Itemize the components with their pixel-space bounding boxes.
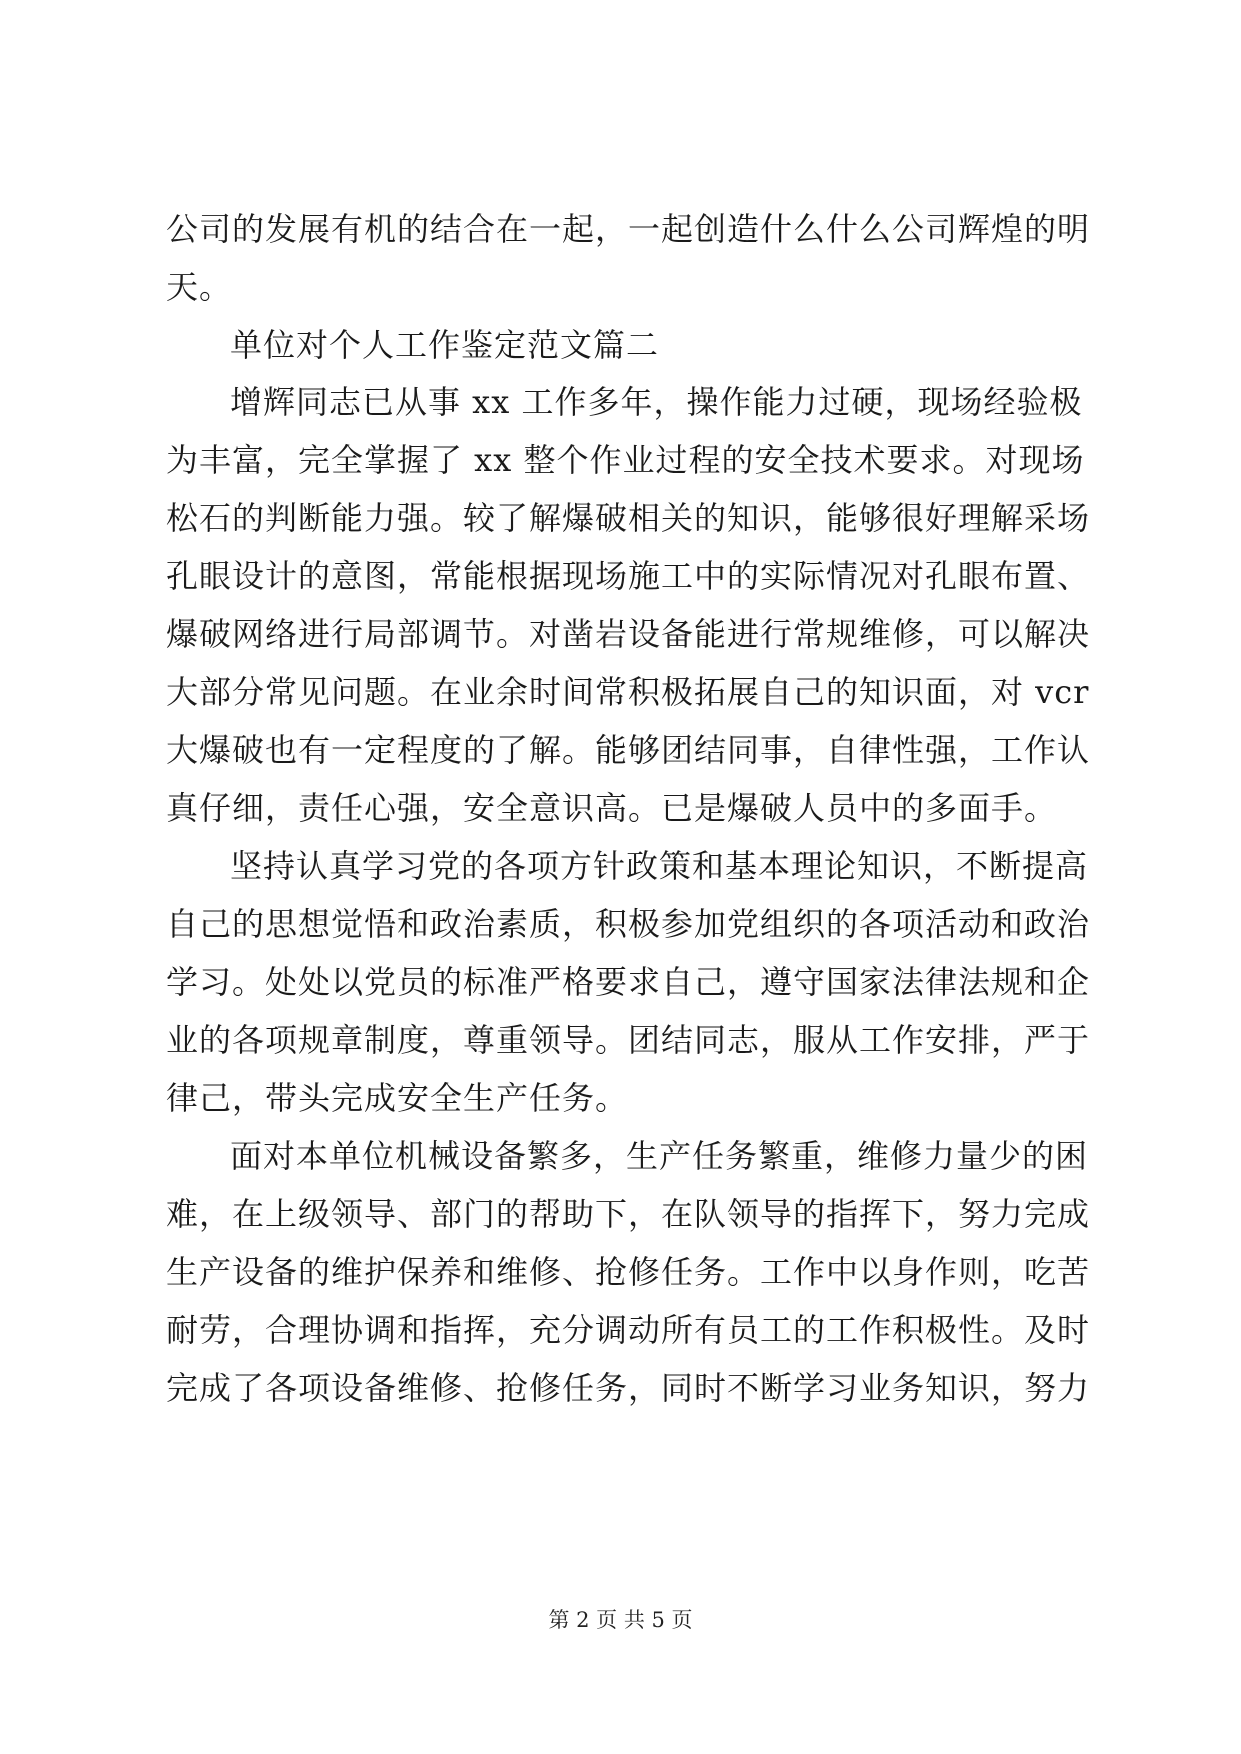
text-line: 孔眼设计的意图，常能根据现场施工中的实际情况对孔眼布置、 xyxy=(166,557,1091,595)
text-line: 律己，带头完成安全生产任务。 xyxy=(166,1079,629,1117)
text-line: 面对本单位机械设备繁多，生产任务繁重，维修力量少的困 xyxy=(230,1137,1089,1175)
text-line: 耐劳，合理协调和指挥，充分调动所有员工的工作积极性。及时 xyxy=(166,1311,1091,1349)
text-line: 真仔细，责任心强，安全意识高。已是爆破人员中的多面手。 xyxy=(166,789,1058,827)
text-line: 学习。处处以党员的标准严格要求自己，遵守国家法律法规和企 xyxy=(166,963,1091,1001)
text-line: 自己的思想觉悟和政治素质，积极参加党组织的各项活动和政治 xyxy=(166,905,1091,943)
text-line: 大部分常见问题。在业余时间常积极拓展自己的知识面，对 vcr xyxy=(166,673,1090,711)
text-line: 爆破网络进行局部调节。对凿岩设备能进行常规维修，可以解决 xyxy=(166,615,1091,653)
text-line: 松石的判断能力强。较了解爆破相关的知识，能够很好理解采场 xyxy=(166,499,1091,537)
text-line: 坚持认真学习党的各项方针政策和基本理论知识，不断提高 xyxy=(230,847,1089,885)
text-line: 增辉同志已从事 xx 工作多年，操作能力过硬，现场经验极 xyxy=(230,383,1083,421)
section-heading: 单位对个人工作鉴定范文篇二 xyxy=(230,326,660,364)
text-line: 公司的发展有机的结合在一起，一起创造什么什么公司辉煌的明 xyxy=(166,210,1091,248)
text-line: 完成了各项设备维修、抢修任务，同时不断学习业务知识，努力 xyxy=(166,1369,1091,1407)
text-line: 大爆破也有一定程度的了解。能够团结同事，自律性强，工作认 xyxy=(166,731,1091,769)
text-line: 难，在上级领导、部门的帮助下，在队领导的指挥下，努力完成 xyxy=(166,1195,1091,1233)
text-line: 天。 xyxy=(166,268,233,306)
text-line: 生产设备的维护保养和维修、抢修任务。工作中以身作则，吃苦 xyxy=(166,1253,1091,1291)
text-line: 业的各项规章制度，尊重领导。团结同志，服从工作安排，严于 xyxy=(166,1021,1091,1059)
page-number-footer: 第 2 页 共 5 页 xyxy=(548,1608,693,1632)
text-line: 为丰富，完全掌握了 xx 整个作业过程的安全技术要求。对现场 xyxy=(166,441,1085,479)
